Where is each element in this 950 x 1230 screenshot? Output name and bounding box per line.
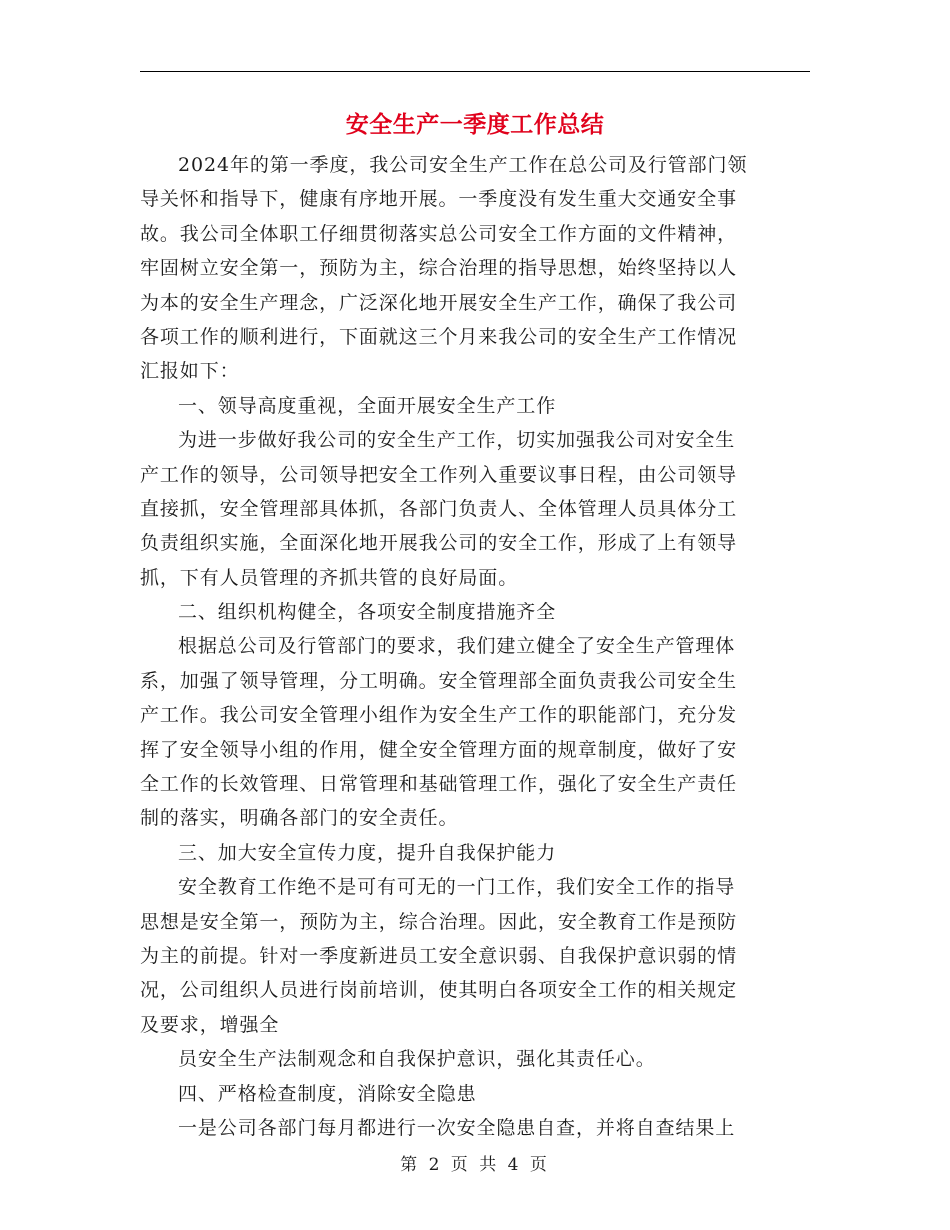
text-line: 2024年的第一季度，我公司安全生产工作在总公司及行管部门领 (178, 154, 748, 176)
text-line: 直接抓，安全管理部具体抓，各部门负责人、全体管理人员具体分工 (140, 497, 738, 520)
text-line: 一是公司各部门每月都进行一次安全隐患自查，并将自查结果上 (178, 1116, 736, 1139)
text-line: 故。我公司全体职工仔细贯彻落实总公司安全工作方面的文件精神， (140, 222, 738, 245)
text-line: 为本的安全生产理念，广泛深化地开展安全生产工作，确保了我公司 (140, 291, 738, 314)
text-line: 产工作。我公司安全管理小组作为安全生产工作的职能部门，充分发 (140, 704, 738, 727)
text-line: 制的落实，明确各部门的安全责任。 (140, 807, 459, 830)
text-line: 牢固树立安全第一，预防为主，综合治理的指导思想，始终坚持以人 (140, 257, 738, 280)
text-line: 根据总公司及行管部门的要求，我们建立健全了安全生产管理体 (178, 635, 736, 658)
text-line: 员安全生产法制观念和自我保护意识，强化其责任心。 (178, 1048, 656, 1071)
text-line: 思想是安全第一，预防为主，综合治理。因此，安全教育工作是预防 (140, 910, 738, 933)
text-line: 为主的前提。针对一季度新进员工安全意识弱、自我保护意识弱的情 (140, 944, 738, 967)
text-line: 全工作的长效管理、日常管理和基础管理工作，强化了安全生产责任 (140, 773, 738, 796)
text-line: 三、加大安全宣传力度，提升自我保护能力 (178, 841, 557, 864)
text-line: 各项工作的顺利进行，下面就这三个月来我公司的安全生产工作情况 (140, 325, 738, 348)
text-line: 导关怀和指导下，健康有序地开展。一季度没有发生重大交通安全事 (140, 188, 738, 211)
text-line: 一、领导高度重视，全面开展安全生产工作 (178, 394, 557, 417)
document-title: 安全生产一季度工作总结 (345, 111, 605, 138)
text-line: 安全教育工作绝不是可有可无的一门工作，我们安全工作的指导 (178, 876, 736, 899)
text-line: 四、严格检查制度，消除安全隐患 (178, 1082, 477, 1105)
text-line: 抓，下有人员管理的齐抓共管的良好局面。 (140, 566, 519, 589)
text-line: 况，公司组织人员进行岗前培训，使其明白各项安全工作的相关规定 (140, 979, 738, 1002)
text-line: 为进一步做好我公司的安全生产工作，切实加强我公司对安全生 (178, 429, 736, 452)
document-body (140, 148, 800, 1145)
text-line: 及要求，增强全 (140, 1013, 280, 1036)
text-line: 产工作的领导，公司领导把安全工作列入重要议事日程，由公司领导 (140, 463, 738, 486)
text-line: 负责组织实施，全面深化地开展我公司的安全工作，形成了上有领导 (140, 532, 738, 555)
text-line: 挥了安全领导小组的作用，健全安全管理方面的规章制度，做好了安 (140, 738, 738, 761)
text-line: 系，加强了领导管理，分工明确。安全管理部全面负责我公司安全生 (140, 669, 738, 692)
text-line: 汇报如下： (140, 360, 240, 383)
header-rule (140, 71, 810, 72)
text-line: 二、组织机构健全，各项安全制度措施齐全 (178, 601, 557, 624)
page-footer: 第 2 页 共 4 页 (400, 1155, 550, 1175)
